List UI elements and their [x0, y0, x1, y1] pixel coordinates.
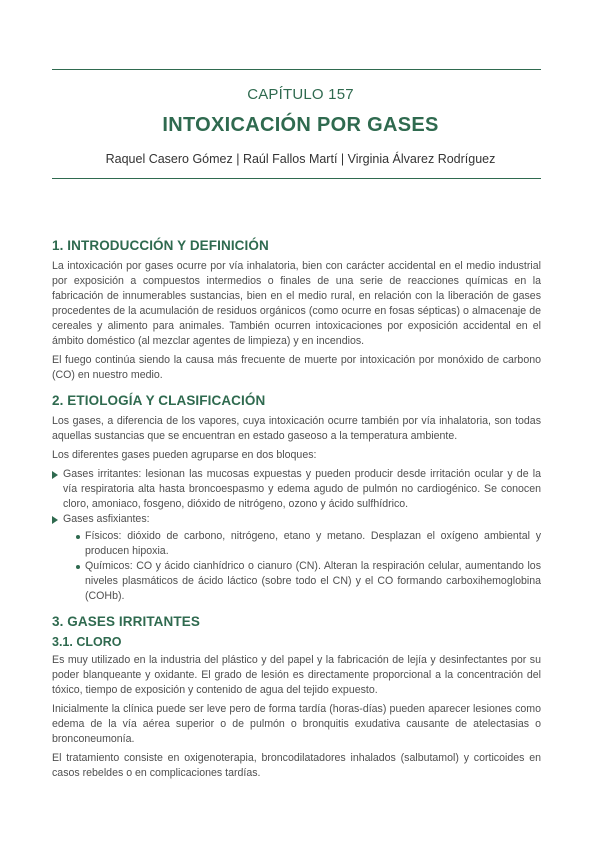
section2-paragraph-2: Los diferentes gases pueden agruparse en dos bloques: [52, 449, 317, 461]
subsection-chlorine-heading: 3.1. CLORO [52, 635, 122, 649]
sublist-item-physical [75, 529, 541, 559]
section-introduction [52, 238, 541, 383]
dot-bullet-icon [76, 565, 80, 569]
bullet-text: Gases irritantes: lesionan las mucosas expuestas y pueden producir desde irritación ocular y de la vía respiratoria alta hasta broncoespasmo y edema agudo de pulmón no cardiogénico. Se conocen cloro, amoniaco, fosgeno, dióxido de nitrógeno, ozono y ácido sulfhídrico. [63, 468, 541, 510]
top-rule [52, 69, 541, 70]
section3-heading: 3. GASES IRRITANTES [52, 614, 200, 629]
section2-heading: 2. ETIOLOGÍA Y CLASIFICACIÓN [52, 393, 266, 408]
chapter-number: CAPÍTULO 157 [247, 86, 354, 103]
section1-heading: 1. INTRODUCCIÓN Y DEFINICIÓN [52, 238, 269, 253]
section3-paragraph-2: Inicialmente la clínica puede ser leve pero de forma tardía (horas-días) pueden aparecer lesiones como edema de la vía aérea superior o de pulmón o bronquitis exudativa causante de atelectasias o bronconeumonía. [52, 703, 541, 745]
sub-bullet-text: Químicos: CO y ácido cianhídrico o cianuro (CN). Alteran la respiración celular, aumentando los niveles plasmáticos de ácido láctico (sobre todo el CN) y el CO formando carboxihemoglobina (COHb). [85, 560, 541, 602]
section3-paragraph-1: Es muy utilizado en la industria del plástico y del papel y la fabricación de lejía y desinfectantes por su poder blanqueante y oxidante. El grado de lesión es directamente proporcional a la concentración del tóxico, tiempo de exposición y contenido de agua del tejido expuesto. [52, 654, 541, 696]
list-item-irritant-gases [52, 467, 541, 512]
triangle-bullet-icon [52, 516, 58, 524]
bottom-rule [52, 178, 541, 179]
authors-line: Raquel Casero Gómez | Raúl Fallos Martí | Virginia Álvarez Rodríguez [105, 152, 496, 166]
section-irritant-gases [52, 614, 541, 781]
section-etiology [52, 393, 541, 604]
sublist-item-chemical [75, 559, 541, 604]
chapter-title: INTOXICACIÓN POR GASES [162, 114, 439, 136]
asphyxiant-sublist [63, 529, 541, 604]
list-item-asphyxiant-gases [52, 512, 541, 604]
bullet-text: Gases asfixiantes: [63, 513, 150, 525]
gas-groups-list [52, 467, 541, 604]
triangle-bullet-icon [52, 471, 58, 479]
section1-paragraph-2: El fuego continúa siendo la causa más frecuente de muerte por intoxicación por monóxido de carbono (CO) en nuestro medio. [52, 354, 541, 381]
sub-bullet-text: Físicos: dióxido de carbono, nitrógeno, etano y metano. Desplazan el oxígeno ambiental y producen hipoxia. [85, 530, 541, 557]
section2-paragraph-1: Los gases, a diferencia de los vapores, cuya intoxicación ocurre también por vía inhalatoria, son todas aquellas sustancias que se encuentran en estado gaseoso a la temperatura ambiente. [52, 415, 541, 442]
section1-paragraph-1: La intoxicación por gases ocurre por vía inhalatoria, bien con carácter accidental en el medio industrial por exposición a compuestos intermedios o finales de una serie de reacciones químicas en la fabricación de innumerables sustancias, bien en el medio rural, en relación con la liberación de gases procedentes de la acumulación de residuos orgánicos (como ocurre en fosas sépticas) o almacenaje de cereales y alimento para animales. También ocurren intoxicaciones por exposición accidental en el ámbito doméstico (al mezclar agentes de limpieza) y en incendios. [52, 260, 541, 347]
body-content [52, 238, 541, 785]
dot-bullet-icon [76, 535, 80, 539]
section3-paragraph-3: El tratamiento consiste en oxigenoterapia, broncodilatadores inhalados (salbutamol) y corticoides en casos rebeldes o en complicaciones tardías. [52, 752, 541, 779]
